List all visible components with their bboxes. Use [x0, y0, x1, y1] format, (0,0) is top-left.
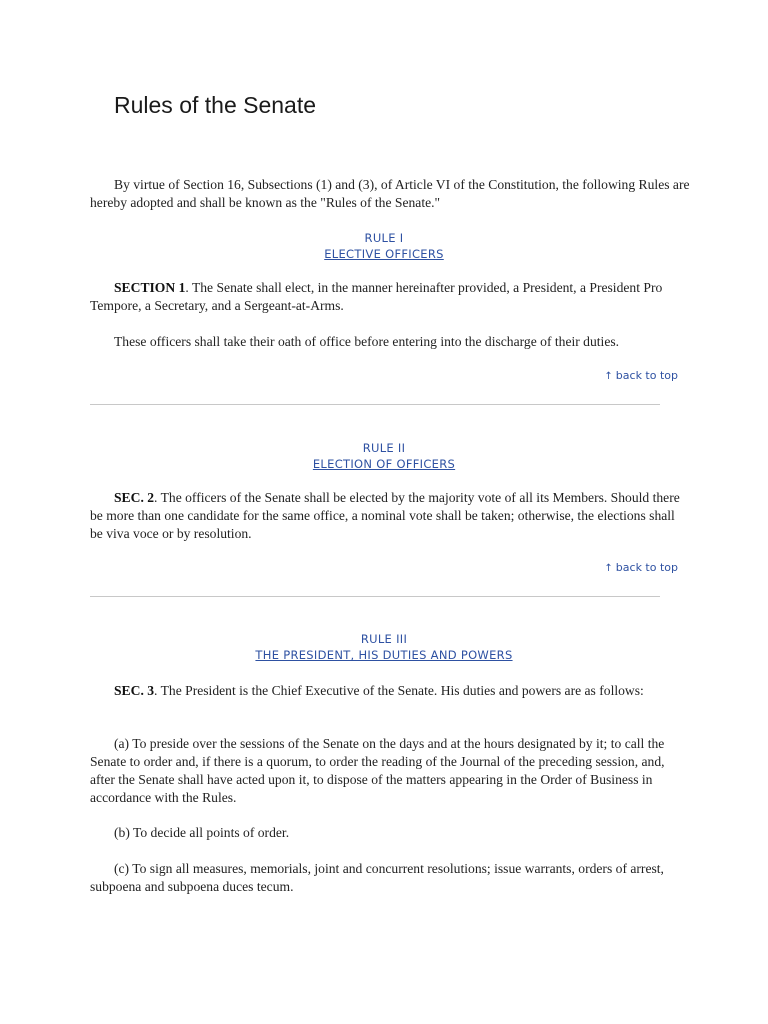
section-lead: SEC. 3 [114, 683, 155, 698]
rule-heading-3 [0, 631, 768, 663]
section-divider [90, 404, 660, 405]
section-paragraph [90, 682, 690, 700]
rule-number: RULE I [364, 231, 404, 245]
back-to-top-label: back to top [615, 369, 678, 382]
section-paragraph: (a) To preside over the sessions of the Senate on the days and at the hours designated by it; to call the Senate to order and, if there is a quorum, to order the reading of the Journal of the preceding session, and, after the Senate shall have acted upon it, to dispose of the matters appearing in the Order of Business in accordance with the Rules. [90, 736, 665, 805]
section-paragraph: (c) To sign all measures, memorials, joint and concurrent resolutions; issue warrants, orders of arrest, subpoena and subpoena duces tecum. [90, 861, 664, 894]
rule-number: RULE II [362, 441, 406, 455]
section-divider [90, 596, 660, 597]
section-text: . The Senate shall elect, in the manner hereinafter provided, a President, a President Pro Tempore, a Secretary, and a Sergeant-at-Arms. [90, 280, 663, 313]
up-arrow-icon: ↑ [604, 371, 613, 382]
rule-title-link[interactable]: ELECTION OF OFFICERS [312, 457, 456, 471]
rule-heading-1 [0, 230, 768, 262]
section-paragraph [90, 489, 690, 543]
back-to-top-link[interactable] [604, 561, 678, 574]
page-title: Rules of the Senate [114, 92, 317, 118]
section-paragraph: These officers shall take their oath of office before entering into the discharge of their duties. [114, 334, 620, 349]
section-paragraph [90, 279, 690, 315]
up-arrow-icon: ↑ [604, 563, 613, 574]
section-text: . The President is the Chief Executive of the Senate. His duties and powers are as follows: [154, 683, 644, 698]
intro-paragraph: By virtue of Section 16, Subsections (1) and (3), of Article VI of the Constitution, the following Rules are hereby adopted and shall be known as the "Rules of the Senate." [90, 177, 690, 210]
rule-heading-2 [0, 440, 768, 472]
section-paragraph: (b) To decide all points of order. [114, 825, 290, 840]
back-to-top-link[interactable] [604, 369, 678, 382]
section-lead: SECTION 1 [114, 280, 186, 295]
section-lead: SEC. 2 [114, 490, 155, 505]
rule-number: RULE III [360, 632, 408, 646]
section-text: . The officers of the Senate shall be elected by the majority vote of all its Members. Should there be more than one candidate for the same office, a nominal vote shall be taken; otherwise, the elections shall be viva voce or by resolution. [90, 490, 680, 541]
rule-title-link[interactable]: ELECTIVE OFFICERS [324, 247, 444, 261]
back-to-top-label: back to top [615, 561, 678, 574]
rule-title-link[interactable]: THE PRESIDENT, HIS DUTIES AND POWERS [255, 648, 513, 662]
